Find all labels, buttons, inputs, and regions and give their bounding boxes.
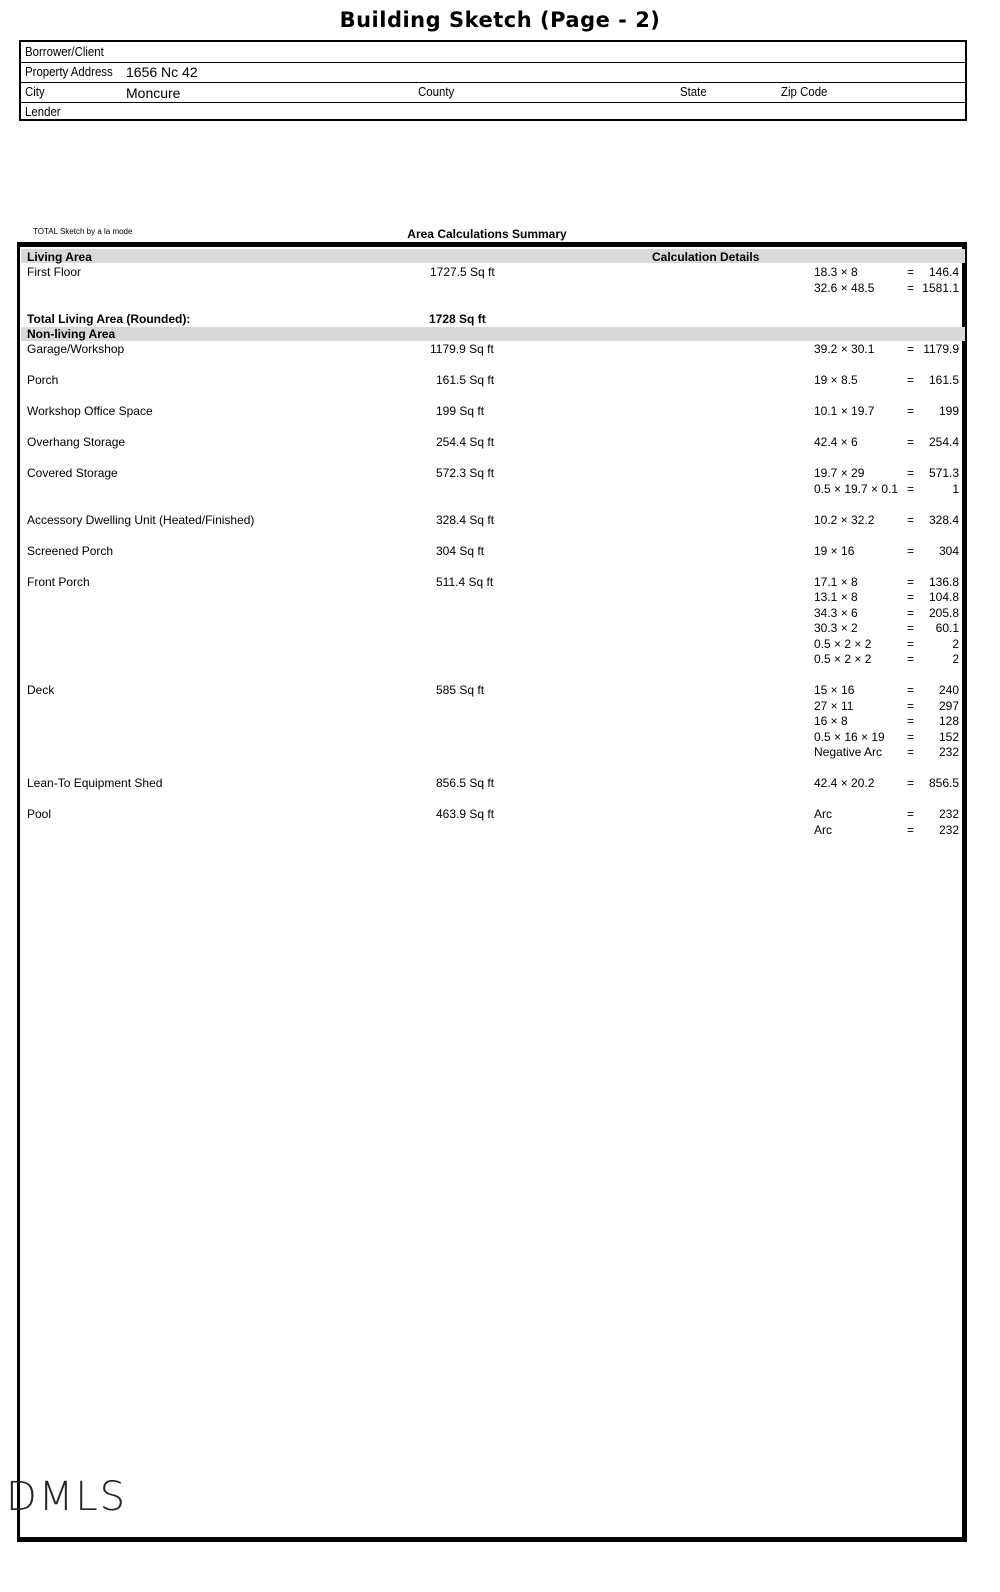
calc-expression: 42.4 × 20.2 [814, 776, 875, 790]
calc-expression: 13.1 × 8 [814, 590, 858, 604]
calc-equals: = [907, 404, 915, 418]
calc-expression: 10.1 × 19.7 [814, 404, 875, 418]
calc-result: 304 [938, 543, 959, 558]
calc-result: 571.3 [928, 466, 959, 480]
calc-result: 328.4 [928, 512, 959, 527]
dmls-watermark: DMLS [6, 1474, 127, 1520]
calc-result: 136.8 [928, 574, 959, 589]
area-name: Covered Storage [27, 466, 118, 480]
calc-expression: 19 × 16 [814, 543, 855, 558]
area-value: 585 Sq ft [436, 683, 485, 697]
calc-expression: 32.6 × 48.5 [814, 280, 875, 295]
calc-result: 128 [938, 714, 959, 728]
calc-result: 2 [952, 652, 959, 666]
calc-result: 1 [952, 481, 959, 496]
borrower-label: Borrower/Client [25, 44, 104, 59]
calc-equals: = [907, 373, 915, 387]
calc-expression: 19.7 × 29 [814, 466, 865, 480]
calc-expression: 19 × 8.5 [814, 373, 858, 387]
calc-result: 1581.1 [922, 280, 959, 295]
calc-result: 152 [938, 729, 959, 744]
calc-expression: 18.3 × 8 [814, 265, 858, 279]
area-name: Lean-To Equipment Shed [27, 776, 163, 790]
calc-expression: Arc [814, 822, 832, 837]
non-living-area-heading: Non-living Area [27, 326, 116, 341]
calc-equals: = [907, 280, 915, 295]
page-title: Building Sketch (Page - 2) [339, 8, 661, 32]
zip-code-label: Zip Code [781, 84, 828, 99]
calc-equals: = [907, 435, 915, 449]
calc-equals: = [907, 574, 915, 589]
calc-equals: = [907, 776, 915, 790]
area-value: 254.4 Sq ft [436, 435, 495, 449]
lender-row [21, 102, 965, 122]
area-value: 199 Sq ft [436, 404, 485, 418]
calc-expression: Negative Arc [814, 745, 883, 759]
calc-expression: 17.1 × 8 [814, 574, 858, 589]
area-name: Screened Porch [27, 543, 114, 558]
calc-expression: 0.5 × 2 × 2 [814, 652, 872, 666]
calc-equals: = [907, 745, 915, 759]
area-value: 511.4 Sq ft [436, 574, 494, 589]
calc-result: 161.5 [928, 373, 959, 387]
calc-equals: = [907, 714, 915, 728]
calc-equals: = [907, 342, 915, 356]
area-name: Pool [27, 807, 52, 821]
lender-label: Lender [25, 104, 61, 119]
state-label: State [680, 84, 707, 99]
living-area-heading: Living Area [27, 250, 92, 264]
calculation-details-heading: Calculation Details [652, 250, 760, 264]
calc-expression: 15 × 16 [814, 683, 855, 697]
area-name: Garage/Workshop [27, 342, 125, 356]
area-value: 1179.9 Sq ft [430, 342, 494, 356]
city-value: Moncure [126, 85, 181, 101]
calc-result: 60.1 [935, 621, 959, 635]
calc-equals: = [907, 807, 915, 821]
calc-expression: 0.5 × 19.7 × 0.1 [814, 481, 899, 496]
calc-equals: = [907, 729, 915, 744]
area-name: Porch [27, 373, 59, 387]
calc-equals: = [907, 481, 915, 496]
calc-equals: = [907, 605, 915, 620]
calc-equals: = [907, 512, 915, 527]
calc-result: 205.8 [928, 605, 959, 620]
calc-result: 254.4 [928, 435, 959, 449]
city-row [21, 82, 965, 103]
area-value: 328.4 Sq ft [436, 512, 495, 527]
calc-expression: 34.3 × 6 [814, 605, 858, 620]
area-name: Workshop Office Space [27, 404, 153, 418]
calc-result: 104.8 [928, 590, 959, 604]
area-name: Deck [27, 683, 55, 697]
calc-equals: = [907, 652, 915, 666]
calc-result: 1179.9 [923, 342, 959, 356]
calc-expression: 39.2 × 30.1 [814, 342, 875, 356]
calc-equals: = [907, 698, 915, 713]
calc-expression: 0.5 × 2 × 2 [814, 636, 872, 651]
calc-result: 2 [952, 636, 959, 651]
non-living-area-band [21, 327, 965, 341]
calc-equals: = [907, 636, 915, 651]
total-living-label: Total Living Area (Rounded): [27, 311, 191, 326]
calc-equals: = [907, 265, 915, 279]
area-name: Overhang Storage [27, 435, 126, 449]
calc-expression: 10.2 × 32.2 [814, 512, 875, 527]
property-address-value: 1656 Nc 42 [126, 64, 198, 80]
calc-equals: = [907, 822, 915, 837]
calc-expression: Arc [814, 807, 832, 821]
calc-result: 240 [938, 683, 959, 697]
borrower-row [21, 42, 965, 63]
calc-result: 232 [938, 745, 959, 759]
calc-expression: 42.4 × 6 [814, 435, 858, 449]
calc-equals: = [907, 590, 915, 604]
summary-title: Area Calculations Summary [407, 227, 567, 241]
calc-expression: 27 × 11 [814, 698, 854, 713]
calc-equals: = [907, 683, 915, 697]
city-label: City [25, 84, 45, 99]
area-name: Front Porch [27, 574, 90, 589]
area-name: Accessory Dwelling Unit (Heated/Finished) [27, 512, 255, 527]
calc-expression: 0.5 × 16 × 19 [814, 729, 885, 744]
property-label: Property Address [25, 64, 113, 79]
calc-result: 232 [938, 807, 959, 821]
calc-result: 856.5 [928, 776, 959, 790]
calc-result: 297 [938, 698, 959, 713]
property-header-box [19, 40, 967, 121]
total-living-value: 1728 Sq ft [429, 311, 486, 326]
area-value: 572.3 Sq ft [436, 466, 495, 480]
sketch-credit: TOTAL Sketch by a la mode [33, 227, 133, 236]
area-value: 304 Sq ft [436, 543, 485, 558]
living-area-band [21, 249, 965, 263]
calc-equals: = [907, 621, 915, 635]
property-row [21, 62, 965, 83]
area-value: 463.9 Sq ft [436, 807, 495, 821]
calc-result: 232 [938, 822, 959, 837]
calc-equals: = [907, 543, 915, 558]
calc-result: 146.4 [928, 265, 959, 279]
calc-expression: 16 × 8 [814, 714, 848, 728]
area-value: 161.5 Sq ft [436, 373, 495, 387]
area-value: 1727.5 Sq ft [430, 265, 495, 279]
area-value: 856.5 Sq ft [436, 776, 495, 790]
calc-result: 199 [938, 404, 959, 418]
calc-expression: 30.3 × 2 [814, 621, 858, 635]
area-name: First Floor [27, 265, 81, 279]
calc-equals: = [907, 466, 915, 480]
county-label: County [418, 84, 455, 99]
